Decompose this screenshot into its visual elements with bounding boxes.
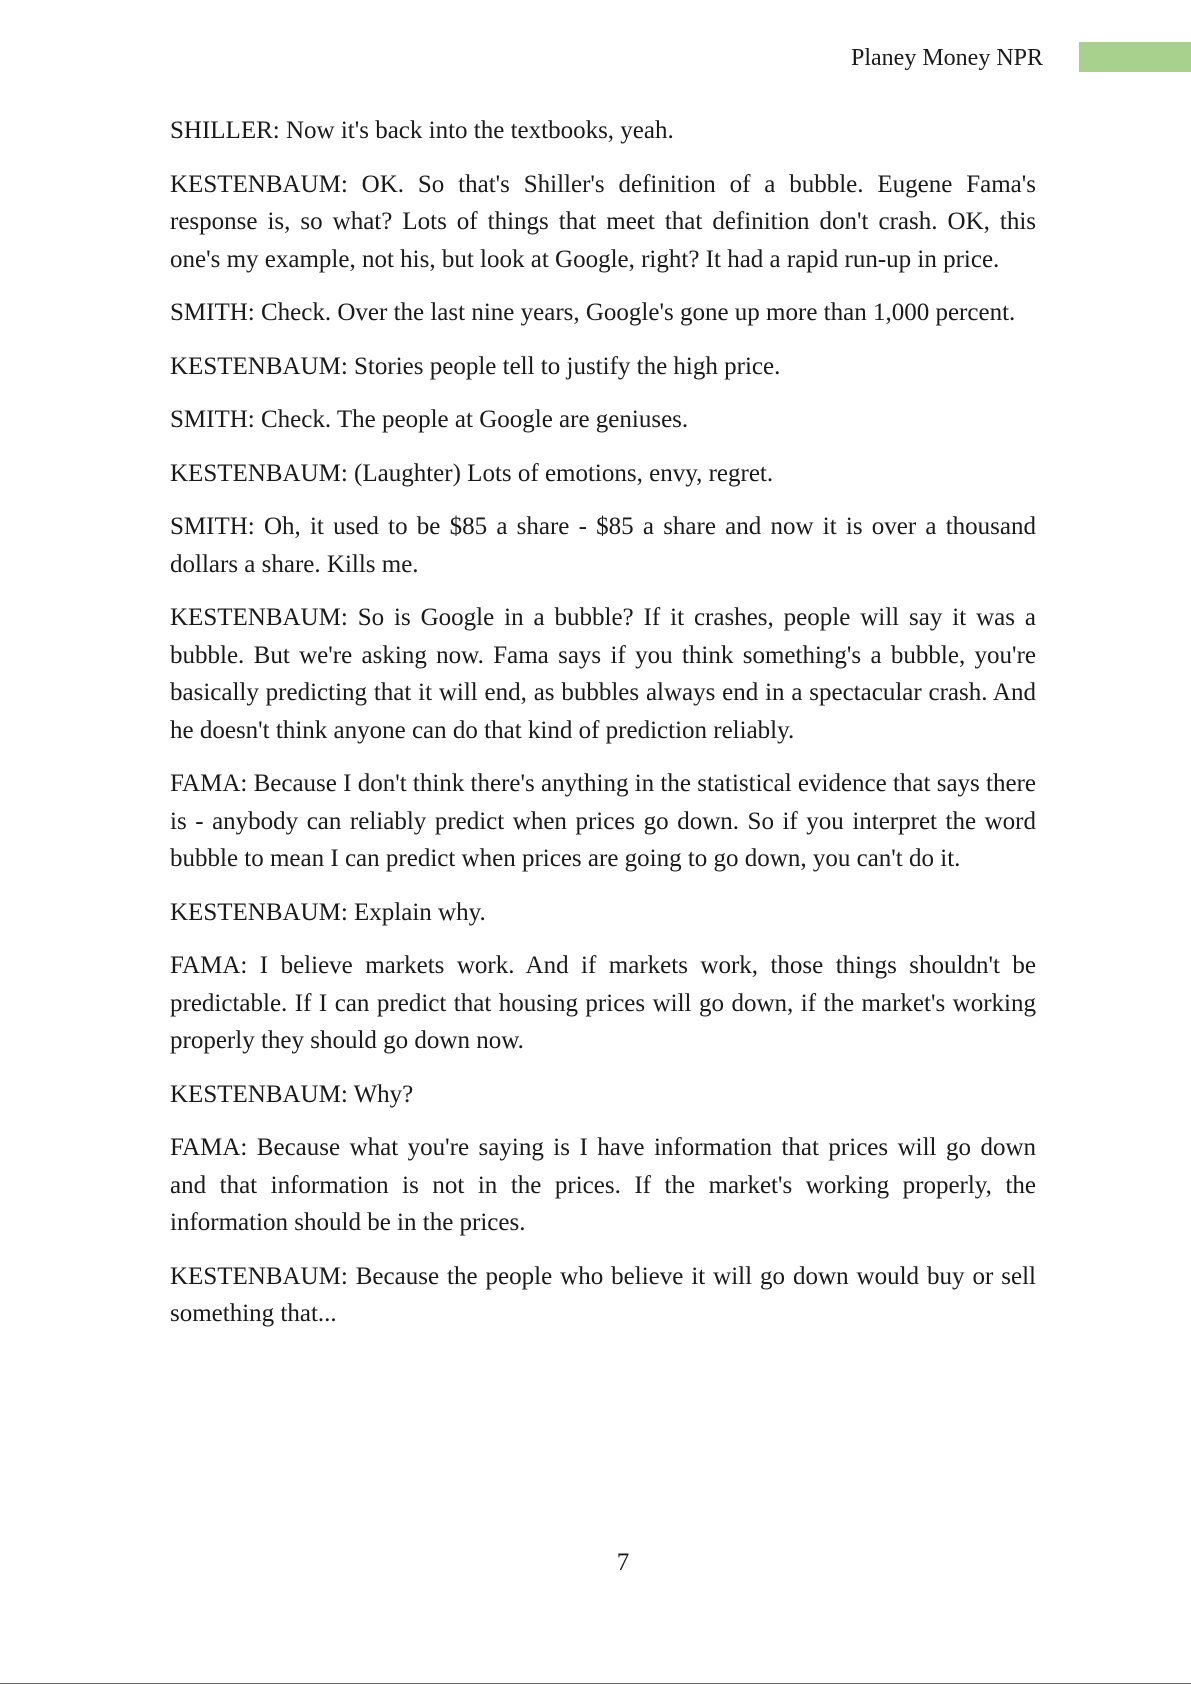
transcript-paragraph: FAMA: I believe markets work. And if markets work, those things shouldn't be predictable. If I can predict that housing prices will go down, if the market's working properly they should go down now. <box>170 952 1036 1054</box>
transcript-paragraph: FAMA: Because what you're saying is I have information that prices will go down and that information is not in the prices. If the market's working properly, the information should be in the prices. <box>170 1134 1036 1236</box>
transcript-paragraph: SMITH: Oh, it used to be $85 a share - $85 a share and now it is over a thousand dollars a share. Kills me. <box>170 513 1036 578</box>
running-header-title: Planey Money NPR <box>851 45 1043 71</box>
transcript-paragraph: KESTENBAUM: So is Google in a bubble? If it crashes, people will say it was a bubble. But we're asking now. Fama says if you think something's a bubble, you're basically predicting that it will end, as bubbles always end in a spectacular crash. And he doesn't think anyone can do that kind of prediction reliably. <box>170 604 1036 744</box>
page-number: 7 <box>616 1549 630 1576</box>
transcript-body <box>170 112 1036 1349</box>
transcript-paragraph: KESTENBAUM: Because the people who believe it will go down would buy or sell something that... <box>170 1262 1036 1327</box>
header-accent-bar <box>1079 42 1191 72</box>
transcript-paragraph: SMITH: Check. Over the last nine years, Google's gone up more than 1,000 percent. <box>170 299 1016 326</box>
transcript-paragraph: FAMA: Because I don't think there's anything in the statistical evidence that says there is - anybody can reliably predict when prices go down. So if you interpret the word bubble to mean I can predict when prices are going to go down, you can't do it. <box>170 770 1036 872</box>
bottom-divider <box>0 1683 1191 1684</box>
transcript-paragraph: KESTENBAUM: Explain why. <box>170 898 486 926</box>
transcript-paragraph: KESTENBAUM: (Laughter) Lots of emotions, envy, regret. <box>170 459 774 487</box>
transcript-paragraph: KESTENBAUM: Why? <box>170 1080 414 1108</box>
transcript-paragraph: SHILLER: Now it's back into the textbooks, yeah. <box>170 117 674 144</box>
transcript-paragraph: SMITH: Check. The people at Google are geniuses. <box>170 406 689 433</box>
transcript-paragraph: KESTENBAUM: Stories people tell to justify the high price. <box>170 352 781 380</box>
transcript-paragraph: KESTENBAUM: OK. So that's Shiller's definition of a bubble. Eugene Fama's response is, so what? Lots of things that meet that definition don't crash. OK, this one's my example, not his, but look at Google, right? It had a rapid run-up in price. <box>170 170 1036 273</box>
